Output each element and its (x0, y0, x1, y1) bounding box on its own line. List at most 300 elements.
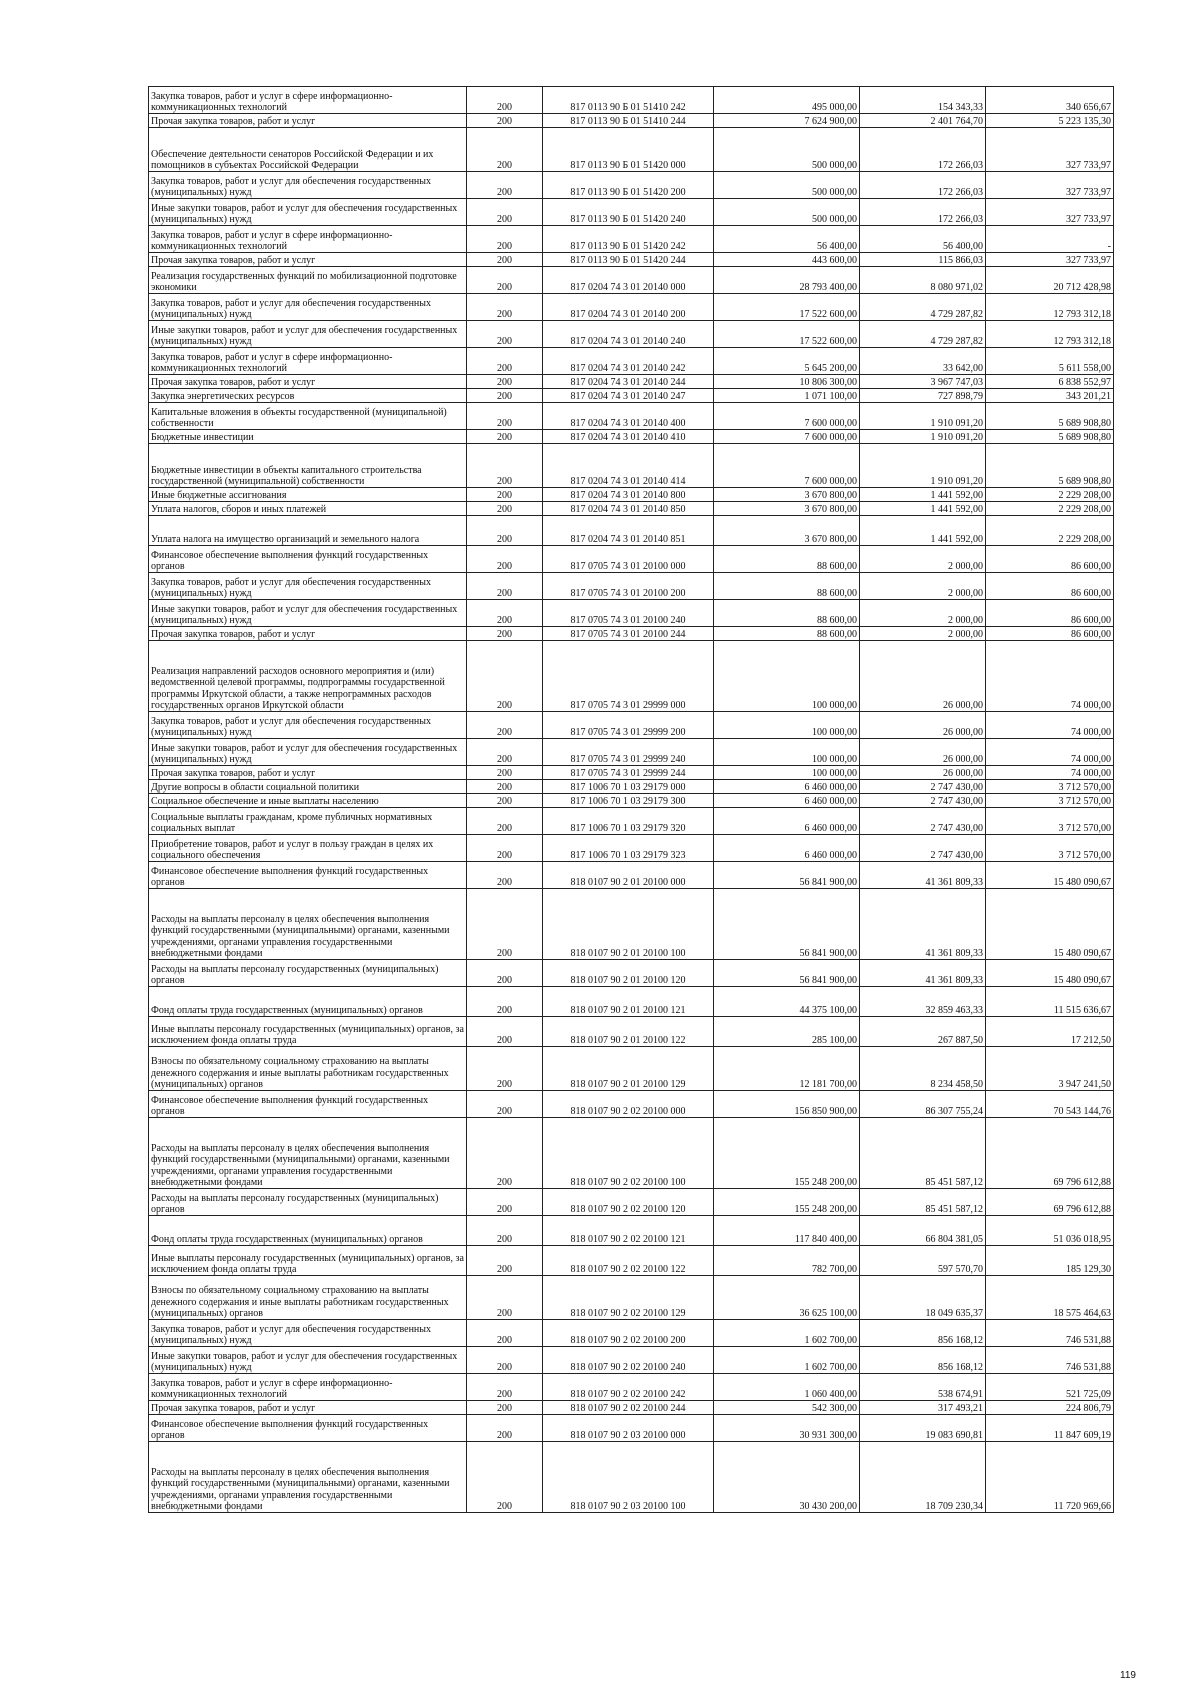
row-executed-cell: 19 083 690,81 (860, 1415, 986, 1442)
row-code-cell: 200 (467, 1320, 543, 1347)
row-kbk-cell: 817 0204 74 3 01 20140 410 (543, 430, 714, 444)
budget-table-body (149, 87, 1114, 1513)
row-code-cell: 200 (467, 987, 543, 1017)
row-kbk-cell: 817 0113 90 Б 01 51410 244 (543, 114, 714, 128)
row-executed-cell: 4 729 287,82 (860, 321, 986, 348)
row-code-cell: 200 (467, 444, 543, 488)
row-name-cell: Уплата налога на имущество организаций и земельного налога (149, 516, 467, 546)
row-approved-cell: 7 624 900,00 (714, 114, 860, 128)
row-kbk-cell: 817 0204 74 3 01 20140 851 (543, 516, 714, 546)
table-row (149, 294, 1114, 321)
row-code-cell: 200 (467, 794, 543, 808)
row-kbk-cell: 818 0107 90 2 02 20100 129 (543, 1276, 714, 1320)
table-row (149, 375, 1114, 389)
row-code-cell: 200 (467, 502, 543, 516)
table-row (149, 321, 1114, 348)
row-name-cell: Уплата налогов, сборов и иных платежей (149, 502, 467, 516)
row-name-cell: Прочая закупка товаров, работ и услуг (149, 766, 467, 780)
row-approved-cell: 155 248 200,00 (714, 1189, 860, 1216)
row-name-cell: Иные закупки товаров, работ и услуг для обеспечения государственных (муниципальных) нужд (149, 739, 467, 766)
row-approved-cell: 100 000,00 (714, 712, 860, 739)
row-name-cell: Обеспечение деятельности сенаторов Российской Федерации и их помощников в субъектах Российской Федерации (149, 128, 467, 172)
row-approved-cell: 1 602 700,00 (714, 1347, 860, 1374)
row-approved-cell: 5 645 200,00 (714, 348, 860, 375)
row-approved-cell: 3 670 800,00 (714, 516, 860, 546)
row-code-cell: 200 (467, 739, 543, 766)
row-code-cell: 200 (467, 488, 543, 502)
row-kbk-cell: 817 0113 90 Б 01 51420 242 (543, 226, 714, 253)
row-name-cell: Расходы на выплаты персоналу в целях обеспечения выполнения функций государственными (муниципальными) органами, казенными учреждениями, органами управления государственными внебюджетными фондами (149, 1442, 467, 1513)
row-name-cell: Фонд оплаты труда государственных (муниципальных) органов (149, 1216, 467, 1246)
row-code-cell: 200 (467, 172, 543, 199)
row-executed-cell: 41 361 809,33 (860, 862, 986, 889)
row-remaining-cell: 2 229 208,00 (986, 502, 1114, 516)
table-row (149, 87, 1114, 114)
row-executed-cell: 1 910 091,20 (860, 403, 986, 430)
row-kbk-cell: 817 0113 90 Б 01 51420 200 (543, 172, 714, 199)
row-remaining-cell: 6 838 552,97 (986, 375, 1114, 389)
row-name-cell: Закупка товаров, работ и услуг для обеспечения государственных (муниципальных) нужд (149, 172, 467, 199)
row-executed-cell: 85 451 587,12 (860, 1118, 986, 1189)
row-kbk-cell: 817 0204 74 3 01 20140 240 (543, 321, 714, 348)
table-row (149, 1091, 1114, 1118)
table-row (149, 226, 1114, 253)
row-remaining-cell: 340 656,67 (986, 87, 1114, 114)
row-approved-cell: 100 000,00 (714, 641, 860, 712)
row-kbk-cell: 817 0204 74 3 01 20140 244 (543, 375, 714, 389)
row-remaining-cell: 51 036 018,95 (986, 1216, 1114, 1246)
row-approved-cell: 7 600 000,00 (714, 430, 860, 444)
row-approved-cell: 495 000,00 (714, 87, 860, 114)
row-name-cell: Прочая закупка товаров, работ и услуг (149, 627, 467, 641)
table-row (149, 1047, 1114, 1091)
row-kbk-cell: 818 0107 90 2 03 20100 100 (543, 1442, 714, 1513)
row-approved-cell: 28 793 400,00 (714, 267, 860, 294)
row-remaining-cell: 185 129,30 (986, 1246, 1114, 1276)
row-name-cell: Закупка товаров, работ и услуг в сфере информационно-коммуникационных технологий (149, 87, 467, 114)
row-approved-cell: 17 522 600,00 (714, 294, 860, 321)
row-name-cell: Прочая закупка товаров, работ и услуг (149, 1401, 467, 1415)
row-remaining-cell: 3 712 570,00 (986, 835, 1114, 862)
row-remaining-cell: 15 480 090,67 (986, 862, 1114, 889)
row-code-cell: 200 (467, 128, 543, 172)
row-approved-cell: 36 625 100,00 (714, 1276, 860, 1320)
row-name-cell: Расходы на выплаты персоналу государственных (муниципальных) органов (149, 1189, 467, 1216)
row-code-cell: 200 (467, 294, 543, 321)
row-executed-cell: 172 266,03 (860, 172, 986, 199)
row-code-cell: 200 (467, 403, 543, 430)
table-row (149, 1401, 1114, 1415)
row-name-cell: Бюджетные инвестиции (149, 430, 467, 444)
row-remaining-cell: 18 575 464,63 (986, 1276, 1114, 1320)
row-executed-cell: 18 709 230,34 (860, 1442, 986, 1513)
row-executed-cell: 115 866,03 (860, 253, 986, 267)
row-remaining-cell: 327 733,97 (986, 128, 1114, 172)
row-remaining-cell: 224 806,79 (986, 1401, 1114, 1415)
row-name-cell: Закупка энергетических ресурсов (149, 389, 467, 403)
row-code-cell: 200 (467, 199, 543, 226)
row-kbk-cell: 818 0107 90 2 02 20100 244 (543, 1401, 714, 1415)
row-code-cell: 200 (467, 1091, 543, 1118)
row-executed-cell: 85 451 587,12 (860, 1189, 986, 1216)
row-name-cell: Закупка товаров, работ и услуг в сфере информационно-коммуникационных технологий (149, 1374, 467, 1401)
row-code-cell: 200 (467, 835, 543, 862)
row-approved-cell: 56 841 900,00 (714, 862, 860, 889)
row-name-cell: Закупка товаров, работ и услуг в сфере информационно-коммуникационных технологий (149, 226, 467, 253)
row-kbk-cell: 817 1006 70 1 03 29179 323 (543, 835, 714, 862)
row-executed-cell: 8 234 458,50 (860, 1047, 986, 1091)
row-name-cell: Закупка товаров, работ и услуг для обеспечения государственных (муниципальных) нужд (149, 1320, 467, 1347)
row-name-cell: Бюджетные инвестиции в объекты капитального строительства государственной (муниципальной) собственности (149, 444, 467, 488)
row-executed-cell: 8 080 971,02 (860, 267, 986, 294)
row-name-cell: Закупка товаров, работ и услуг для обеспечения государственных (муниципальных) нужд (149, 573, 467, 600)
row-code-cell: 200 (467, 1118, 543, 1189)
row-executed-cell: 26 000,00 (860, 739, 986, 766)
row-approved-cell: 6 460 000,00 (714, 794, 860, 808)
row-kbk-cell: 817 0705 74 3 01 20100 000 (543, 546, 714, 573)
table-row (149, 1216, 1114, 1246)
table-row (149, 488, 1114, 502)
row-approved-cell: 56 400,00 (714, 226, 860, 253)
row-name-cell: Реализация направлений расходов основного мероприятия и (или) ведомственной целевой программы, подпрограммы государственной программы Иркутской области, а также непрограммных расходов государственных органов Иркутской области (149, 641, 467, 712)
row-kbk-cell: 817 0705 74 3 01 20100 200 (543, 573, 714, 600)
row-kbk-cell: 817 1006 70 1 03 29179 000 (543, 780, 714, 794)
row-remaining-cell: 327 733,97 (986, 253, 1114, 267)
row-kbk-cell: 817 0204 74 3 01 20140 800 (543, 488, 714, 502)
row-executed-cell: 4 729 287,82 (860, 294, 986, 321)
row-kbk-cell: 818 0107 90 2 02 20100 100 (543, 1118, 714, 1189)
row-kbk-cell: 817 0705 74 3 01 20100 240 (543, 600, 714, 627)
row-code-cell: 200 (467, 226, 543, 253)
row-name-cell: Расходы на выплаты персоналу в целях обеспечения выполнения функций государственными (муниципальными) органами, казенными учреждениями, органами управления государственными внебюджетными фондами (149, 889, 467, 960)
row-remaining-cell: 3 712 570,00 (986, 780, 1114, 794)
row-remaining-cell: 327 733,97 (986, 199, 1114, 226)
row-name-cell: Реализация государственных функций по мобилизационной подготовке экономики (149, 267, 467, 294)
row-code-cell: 200 (467, 267, 543, 294)
table-row (149, 739, 1114, 766)
table-row (149, 502, 1114, 516)
row-name-cell: Социальное обеспечение и иные выплаты населению (149, 794, 467, 808)
row-approved-cell: 443 600,00 (714, 253, 860, 267)
row-remaining-cell: 12 793 312,18 (986, 294, 1114, 321)
row-executed-cell: 3 967 747,03 (860, 375, 986, 389)
row-executed-cell: 41 361 809,33 (860, 960, 986, 987)
row-executed-cell: 538 674,91 (860, 1374, 986, 1401)
row-remaining-cell: 746 531,88 (986, 1320, 1114, 1347)
table-row (149, 1442, 1114, 1513)
row-executed-cell: 86 307 755,24 (860, 1091, 986, 1118)
budget-table (148, 86, 1114, 1513)
table-row (149, 403, 1114, 430)
row-approved-cell: 1 071 100,00 (714, 389, 860, 403)
page-number: 119 (1120, 1670, 1136, 1681)
row-code-cell: 200 (467, 348, 543, 375)
row-approved-cell: 117 840 400,00 (714, 1216, 860, 1246)
row-remaining-cell: 86 600,00 (986, 573, 1114, 600)
row-kbk-cell: 818 0107 90 2 02 20100 240 (543, 1347, 714, 1374)
row-remaining-cell: 74 000,00 (986, 712, 1114, 739)
row-executed-cell: 2 000,00 (860, 546, 986, 573)
row-name-cell: Иные выплаты персоналу государственных (муниципальных) органов, за исключением фонда оплаты труда (149, 1017, 467, 1047)
row-code-cell: 200 (467, 1246, 543, 1276)
row-code-cell: 200 (467, 253, 543, 267)
row-kbk-cell: 817 0204 74 3 01 20140 200 (543, 294, 714, 321)
row-approved-cell: 88 600,00 (714, 546, 860, 573)
table-row (149, 1189, 1114, 1216)
table-row (149, 1374, 1114, 1401)
row-executed-cell: 856 168,12 (860, 1320, 986, 1347)
row-executed-cell: 32 859 463,33 (860, 987, 986, 1017)
row-remaining-cell: 5 611 558,00 (986, 348, 1114, 375)
row-kbk-cell: 817 0705 74 3 01 29999 244 (543, 766, 714, 780)
row-approved-cell: 6 460 000,00 (714, 835, 860, 862)
row-remaining-cell: 15 480 090,67 (986, 960, 1114, 987)
table-row (149, 641, 1114, 712)
table-row (149, 960, 1114, 987)
row-code-cell: 200 (467, 1442, 543, 1513)
row-remaining-cell: 17 212,50 (986, 1017, 1114, 1047)
row-code-cell: 200 (467, 1216, 543, 1246)
row-approved-cell: 500 000,00 (714, 199, 860, 226)
table-row (149, 444, 1114, 488)
row-code-cell: 200 (467, 862, 543, 889)
row-executed-cell: 2 747 430,00 (860, 835, 986, 862)
row-kbk-cell: 818 0107 90 2 02 20100 122 (543, 1246, 714, 1276)
row-approved-cell: 1 060 400,00 (714, 1374, 860, 1401)
table-row (149, 862, 1114, 889)
row-executed-cell: 66 804 381,05 (860, 1216, 986, 1246)
row-executed-cell: 26 000,00 (860, 641, 986, 712)
table-row (149, 114, 1114, 128)
row-remaining-cell: 2 229 208,00 (986, 516, 1114, 546)
row-name-cell: Закупка товаров, работ и услуг в сфере информационно-коммуникационных технологий (149, 348, 467, 375)
row-executed-cell: 2 000,00 (860, 573, 986, 600)
row-executed-cell: 597 570,70 (860, 1246, 986, 1276)
row-kbk-cell: 817 0113 90 Б 01 51420 244 (543, 253, 714, 267)
row-code-cell: 200 (467, 1017, 543, 1047)
row-executed-cell: 2 000,00 (860, 627, 986, 641)
row-name-cell: Социальные выплаты гражданам, кроме публичных нормативных социальных выплат (149, 808, 467, 835)
table-row (149, 1320, 1114, 1347)
row-code-cell: 200 (467, 573, 543, 600)
row-kbk-cell: 817 0705 74 3 01 29999 200 (543, 712, 714, 739)
row-approved-cell: 6 460 000,00 (714, 780, 860, 794)
row-code-cell: 200 (467, 1347, 543, 1374)
row-code-cell: 200 (467, 1189, 543, 1216)
table-row (149, 712, 1114, 739)
row-name-cell: Иные закупки товаров, работ и услуг для обеспечения государственных (муниципальных) нужд (149, 600, 467, 627)
row-code-cell: 200 (467, 516, 543, 546)
row-code-cell: 200 (467, 641, 543, 712)
row-code-cell: 200 (467, 600, 543, 627)
row-executed-cell: 41 361 809,33 (860, 889, 986, 960)
table-row (149, 430, 1114, 444)
table-row (149, 987, 1114, 1017)
row-approved-cell: 44 375 100,00 (714, 987, 860, 1017)
row-remaining-cell: 2 229 208,00 (986, 488, 1114, 502)
row-executed-cell: 856 168,12 (860, 1347, 986, 1374)
row-name-cell: Закупка товаров, работ и услуг для обеспечения государственных (муниципальных) нужд (149, 294, 467, 321)
table-row (149, 1276, 1114, 1320)
row-code-cell: 200 (467, 780, 543, 794)
row-approved-cell: 30 430 200,00 (714, 1442, 860, 1513)
table-row (149, 1347, 1114, 1374)
row-name-cell: Прочая закупка товаров, работ и услуг (149, 114, 467, 128)
row-code-cell: 200 (467, 546, 543, 573)
row-code-cell: 200 (467, 1401, 543, 1415)
row-name-cell: Расходы на выплаты персоналу государственных (муниципальных) органов (149, 960, 467, 987)
row-remaining-cell: 12 793 312,18 (986, 321, 1114, 348)
table-row (149, 794, 1114, 808)
row-name-cell: Прочая закупка товаров, работ и услуг (149, 253, 467, 267)
row-remaining-cell: 327 733,97 (986, 172, 1114, 199)
row-approved-cell: 88 600,00 (714, 573, 860, 600)
row-name-cell: Финансовое обеспечение выполнения функций государственных органов (149, 546, 467, 573)
row-code-cell: 200 (467, 1276, 543, 1320)
row-remaining-cell: 70 543 144,76 (986, 1091, 1114, 1118)
row-approved-cell: 6 460 000,00 (714, 808, 860, 835)
row-name-cell: Финансовое обеспечение выполнения функций государственных органов (149, 1415, 467, 1442)
row-executed-cell: 1 441 592,00 (860, 488, 986, 502)
row-executed-cell: 1 910 091,20 (860, 444, 986, 488)
row-kbk-cell: 817 0113 90 Б 01 51420 240 (543, 199, 714, 226)
row-remaining-cell: 3 712 570,00 (986, 808, 1114, 835)
row-remaining-cell: 20 712 428,98 (986, 267, 1114, 294)
row-remaining-cell: 5 223 135,30 (986, 114, 1114, 128)
table-row (149, 348, 1114, 375)
row-remaining-cell: 86 600,00 (986, 627, 1114, 641)
row-name-cell: Взносы по обязательному социальному страхованию на выплаты денежного содержания и иные выплаты работникам государственных (муниципальных) органов (149, 1047, 467, 1091)
row-approved-cell: 7 600 000,00 (714, 444, 860, 488)
row-name-cell: Иные закупки товаров, работ и услуг для обеспечения государственных (муниципальных) нужд (149, 1347, 467, 1374)
row-approved-cell: 12 181 700,00 (714, 1047, 860, 1091)
row-code-cell: 200 (467, 627, 543, 641)
row-remaining-cell: 11 720 969,66 (986, 1442, 1114, 1513)
row-name-cell: Финансовое обеспечение выполнения функций государственных органов (149, 1091, 467, 1118)
row-kbk-cell: 817 0204 74 3 01 20140 414 (543, 444, 714, 488)
row-code-cell: 200 (467, 321, 543, 348)
row-name-cell: Расходы на выплаты персоналу в целях обеспечения выполнения функций государственными (муниципальными) органами, казенными учреждениями, органами управления государственными внебюджетными фондами (149, 1118, 467, 1189)
row-code-cell: 200 (467, 1374, 543, 1401)
row-code-cell: 200 (467, 375, 543, 389)
row-executed-cell: 172 266,03 (860, 128, 986, 172)
row-kbk-cell: 817 1006 70 1 03 29179 300 (543, 794, 714, 808)
row-kbk-cell: 818 0107 90 2 01 20100 122 (543, 1017, 714, 1047)
row-executed-cell: 26 000,00 (860, 712, 986, 739)
row-executed-cell: 2 401 764,70 (860, 114, 986, 128)
table-row (149, 573, 1114, 600)
row-kbk-cell: 818 0107 90 2 01 20100 120 (543, 960, 714, 987)
row-approved-cell: 30 931 300,00 (714, 1415, 860, 1442)
row-name-cell: Взносы по обязательному социальному страхованию на выплаты денежного содержания и иные выплаты работникам государственных (муниципальных) органов (149, 1276, 467, 1320)
row-remaining-cell: 74 000,00 (986, 766, 1114, 780)
row-executed-cell: 154 343,33 (860, 87, 986, 114)
table-row (149, 1118, 1114, 1189)
row-remaining-cell: 11 515 636,67 (986, 987, 1114, 1017)
row-remaining-cell: 5 689 908,80 (986, 444, 1114, 488)
row-kbk-cell: 817 0705 74 3 01 29999 240 (543, 739, 714, 766)
row-executed-cell: 33 642,00 (860, 348, 986, 375)
table-row (149, 808, 1114, 835)
row-code-cell: 200 (467, 389, 543, 403)
row-remaining-cell: 86 600,00 (986, 600, 1114, 627)
row-name-cell: Капитальные вложения в объекты государственной (муниципальной) собственности (149, 403, 467, 430)
table-row (149, 516, 1114, 546)
row-kbk-cell: 818 0107 90 2 01 20100 000 (543, 862, 714, 889)
row-approved-cell: 285 100,00 (714, 1017, 860, 1047)
row-approved-cell: 500 000,00 (714, 172, 860, 199)
row-approved-cell: 500 000,00 (714, 128, 860, 172)
table-row (149, 128, 1114, 172)
row-approved-cell: 155 248 200,00 (714, 1118, 860, 1189)
row-executed-cell: 2 747 430,00 (860, 794, 986, 808)
row-approved-cell: 542 300,00 (714, 1401, 860, 1415)
row-kbk-cell: 818 0107 90 2 02 20100 121 (543, 1216, 714, 1246)
row-code-cell: 200 (467, 87, 543, 114)
row-approved-cell: 782 700,00 (714, 1246, 860, 1276)
row-kbk-cell: 817 0705 74 3 01 20100 244 (543, 627, 714, 641)
row-kbk-cell: 817 0113 90 Б 01 51420 000 (543, 128, 714, 172)
row-name-cell: Иные бюджетные ассигнования (149, 488, 467, 502)
row-code-cell: 200 (467, 766, 543, 780)
table-row (149, 600, 1114, 627)
row-remaining-cell: 5 689 908,80 (986, 430, 1114, 444)
row-name-cell: Прочая закупка товаров, работ и услуг (149, 375, 467, 389)
table-row (149, 780, 1114, 794)
row-approved-cell: 7 600 000,00 (714, 403, 860, 430)
table-row (149, 253, 1114, 267)
row-kbk-cell: 817 0204 74 3 01 20140 400 (543, 403, 714, 430)
row-remaining-cell: 86 600,00 (986, 546, 1114, 573)
row-remaining-cell: 746 531,88 (986, 1347, 1114, 1374)
row-executed-cell: 727 898,79 (860, 389, 986, 403)
row-kbk-cell: 818 0107 90 2 01 20100 129 (543, 1047, 714, 1091)
table-row (149, 267, 1114, 294)
table-row (149, 766, 1114, 780)
row-name-cell: Приобретение товаров, работ и услуг в пользу граждан в целях их социального обеспечения (149, 835, 467, 862)
row-executed-cell: 26 000,00 (860, 766, 986, 780)
row-remaining-cell: 74 000,00 (986, 739, 1114, 766)
row-remaining-cell: 3 712 570,00 (986, 794, 1114, 808)
row-code-cell: 200 (467, 1415, 543, 1442)
row-name-cell: Другие вопросы в области социальной политики (149, 780, 467, 794)
table-row (149, 835, 1114, 862)
row-remaining-cell: 15 480 090,67 (986, 889, 1114, 960)
table-row (149, 172, 1114, 199)
row-name-cell: Иные выплаты персоналу государственных (муниципальных) органов, за исключением фонда оплаты труда (149, 1246, 467, 1276)
row-code-cell: 200 (467, 114, 543, 128)
row-remaining-cell: 11 847 609,19 (986, 1415, 1114, 1442)
row-approved-cell: 56 841 900,00 (714, 960, 860, 987)
row-remaining-cell: 521 725,09 (986, 1374, 1114, 1401)
row-executed-cell: 2 000,00 (860, 600, 986, 627)
row-executed-cell: 267 887,50 (860, 1017, 986, 1047)
row-approved-cell: 156 850 900,00 (714, 1091, 860, 1118)
row-approved-cell: 3 670 800,00 (714, 502, 860, 516)
row-kbk-cell: 818 0107 90 2 01 20100 100 (543, 889, 714, 960)
row-code-cell: 200 (467, 889, 543, 960)
table-row (149, 389, 1114, 403)
row-kbk-cell: 817 0113 90 Б 01 51410 242 (543, 87, 714, 114)
row-approved-cell: 100 000,00 (714, 739, 860, 766)
row-remaining-cell: 69 796 612,88 (986, 1118, 1114, 1189)
row-kbk-cell: 818 0107 90 2 02 20100 200 (543, 1320, 714, 1347)
row-executed-cell: 1 441 592,00 (860, 516, 986, 546)
row-approved-cell: 17 522 600,00 (714, 321, 860, 348)
row-executed-cell: 1 441 592,00 (860, 502, 986, 516)
row-approved-cell: 1 602 700,00 (714, 1320, 860, 1347)
row-approved-cell: 100 000,00 (714, 766, 860, 780)
